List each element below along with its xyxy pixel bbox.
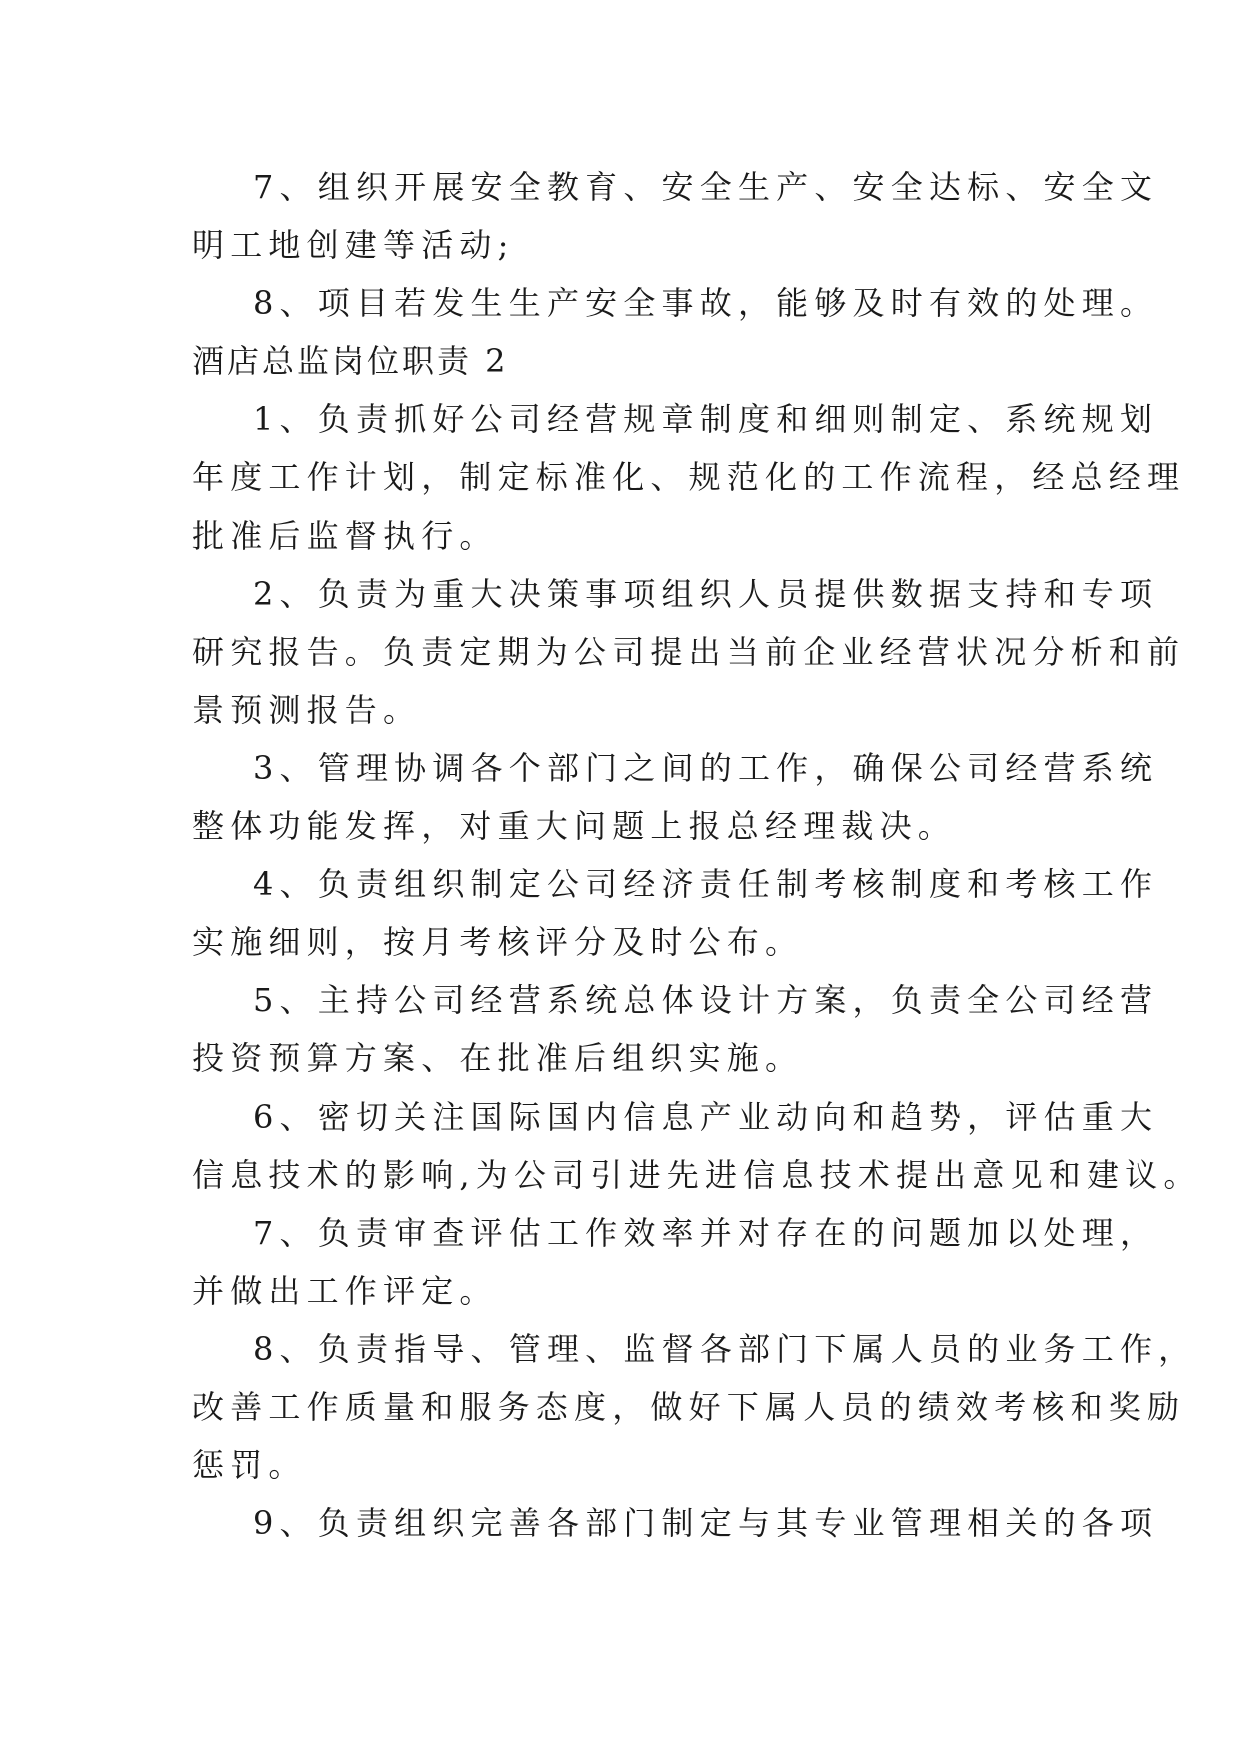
text-line: 研究报告。负责定期为公司提出当前企业经营状况分析和前 <box>192 632 1186 671</box>
text-line: 5、主持公司经营系统总体设计方案，负责全公司经营 <box>253 981 1159 1020</box>
text-line: 8、负责指导、管理、监督各部门下属人员的业务工作， <box>253 1329 1197 1368</box>
text-line: 改善工作质量和服务态度，做好下属人员的绩效考核和奖励 <box>192 1387 1186 1426</box>
text-line: 整体功能发挥，对重大问题上报总经理裁决。 <box>192 807 957 846</box>
text-line: 投资预算方案、在批准后组织实施。 <box>192 1039 804 1078</box>
section-heading: 酒店总监岗位职责 2 <box>192 342 509 381</box>
text-line: 实施细则，按月考核评分及时公布。 <box>192 923 804 962</box>
text-line: 惩罚。 <box>192 1446 307 1485</box>
text-line: 9、负责组织完善各部门制定与其专业管理相关的各项 <box>253 1504 1159 1543</box>
text-line: 4、负责组织制定公司经济责任制考核制度和考核工作 <box>253 865 1159 904</box>
text-line: 1、负责抓好公司经营规章制度和细则制定、系统规划 <box>253 400 1159 439</box>
text-line: 并做出工作评定。 <box>192 1271 498 1310</box>
text-line: 明工地创建等活动; <box>192 226 515 265</box>
text-line: 7、组织开展安全教育、安全生产、安全达标、安全文 <box>253 168 1159 206</box>
text-line: 年度工作计划，制定标准化、规范化的工作流程，经总经理 <box>192 458 1186 497</box>
text-line: 信息技术的影响,为公司引进先进信息技术提出意见和建议。 <box>192 1155 1202 1194</box>
text-line: 8、项目若发生生产安全事故，能够及时有效的处理。 <box>253 284 1159 323</box>
document-body <box>192 158 1202 1552</box>
text-line: 3、管理协调各个部门之间的工作，确保公司经营系统 <box>253 748 1159 787</box>
text-line: 7、负责审查评估工作效率并对存在的问题加以处理， <box>253 1213 1159 1252</box>
text-line: 6、密切关注国际国内信息产业动向和趋势，评估重大 <box>253 1097 1159 1136</box>
text-line: 批准后监督执行。 <box>192 516 498 555</box>
text-line: 2、负责为重大决策事项组织人员提供数据支持和专项 <box>253 574 1159 613</box>
text-line: 景预测报告。 <box>192 690 422 729</box>
